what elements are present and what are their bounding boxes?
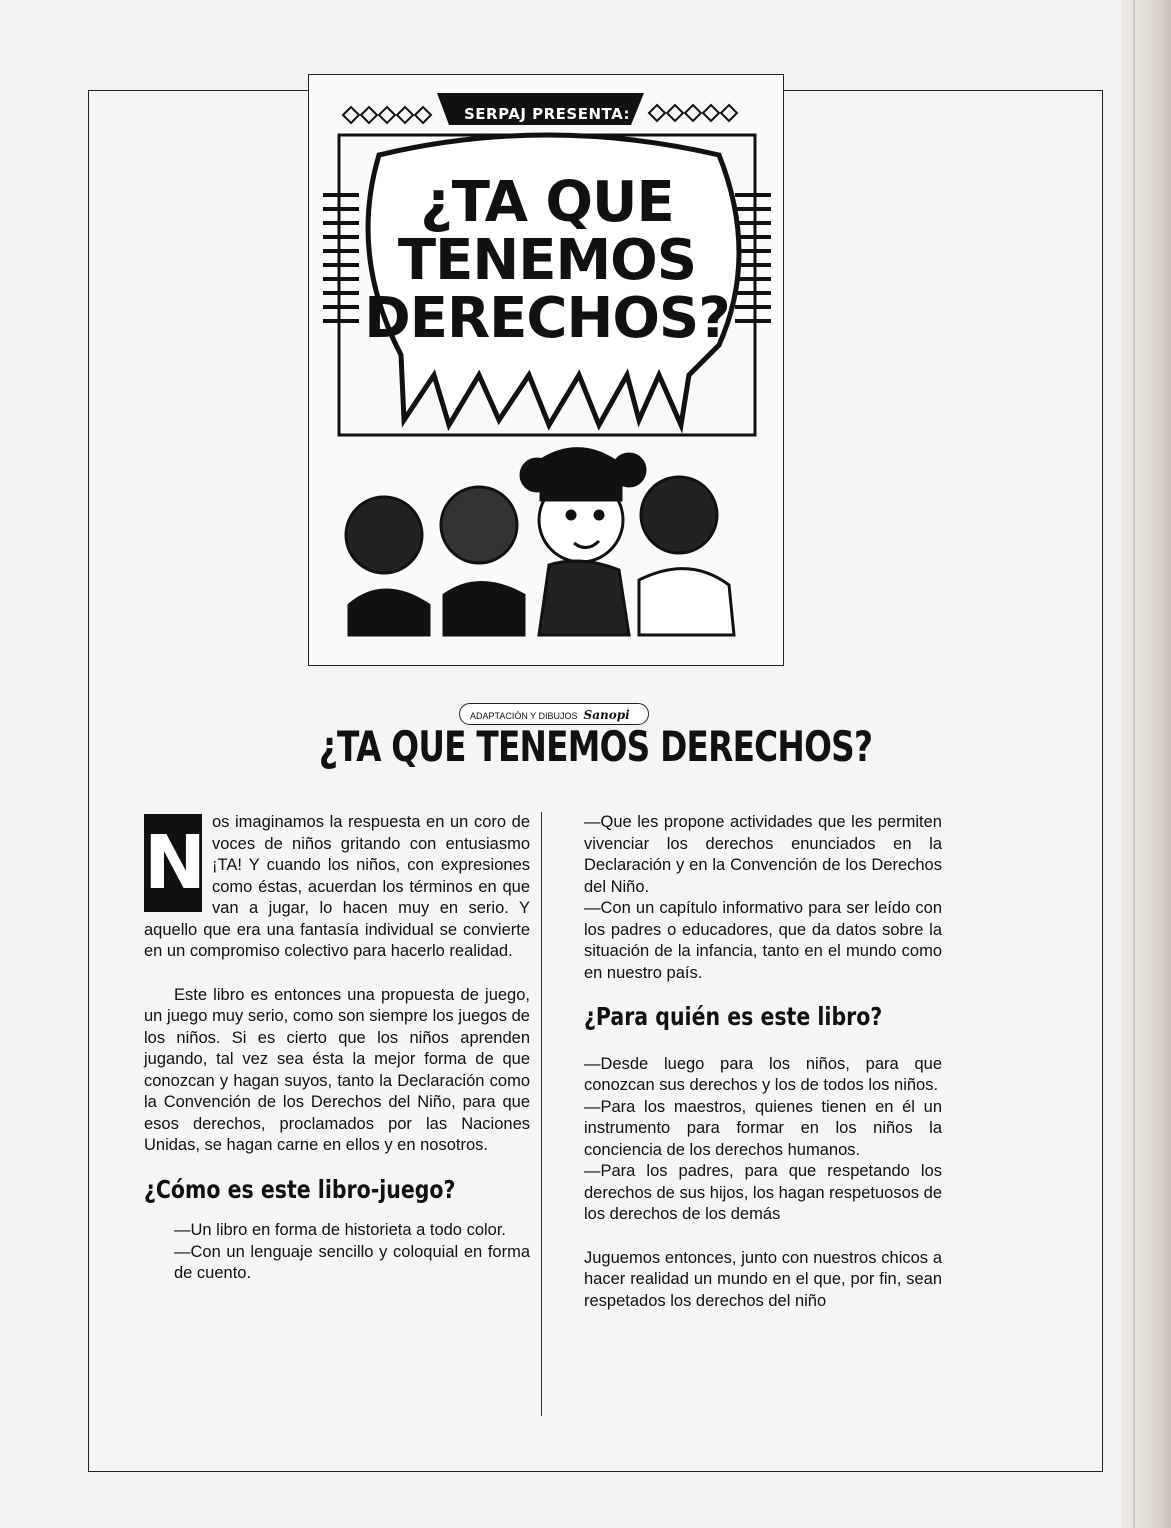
cover-title-line-2: TENEMOS bbox=[397, 228, 697, 293]
list-item: —Con un lenguaje sencillo y coloquial en forma de cuento. bbox=[174, 1242, 530, 1282]
page-edge-line bbox=[1133, 0, 1135, 1528]
cover-title-line-3: DERECHOS? bbox=[364, 286, 730, 351]
drop-cap: N bbox=[144, 814, 202, 912]
cover-signature: Sanopi bbox=[583, 708, 630, 722]
closing-paragraph: Juguemos entonces, junto con nuestros chicos a hacer realidad un mundo en el que, por fin, sean respetados los derechos del niño bbox=[584, 1248, 942, 1310]
cover-credit-text: ADAPTACIÓN Y DIBUJOS bbox=[470, 711, 578, 721]
cover-artwork bbox=[309, 75, 785, 667]
list-item: —Que les propone actividades que les permiten vivenciar los derechos enunciados en la Declaración y en la Convención de los Derechos del Niño. bbox=[584, 813, 942, 896]
cover-banner: SERPAJ PRESENTA: bbox=[464, 105, 630, 123]
list-item: —Desde luego para los niños, para que conozcan sus derechos y los de todos los niños. bbox=[584, 1054, 942, 1094]
article-title: ¿TA QUE TENEMOS DERECHOS? bbox=[318, 722, 873, 771]
intro-paragraph bbox=[144, 812, 530, 963]
section-1-list bbox=[144, 1220, 530, 1285]
cover-illustration bbox=[308, 74, 784, 722]
section-1-heading: ¿Cómo es este libro-juego? bbox=[144, 1174, 456, 1204]
list-item: —Para los padres, para que respetando los derechos de sus hijos, los hagan respetuosos de los derechos de los demás bbox=[584, 1162, 942, 1223]
left-column bbox=[144, 812, 530, 1285]
list-item: —Un libro en forma de historieta a todo color. bbox=[174, 1221, 507, 1239]
list-item: —Con un capítulo informativo para ser leído con los padres o educadores, que da datos sobre la situación de la infancia, tanto en el mundo como en nuestro país. bbox=[584, 899, 942, 982]
section-2-list bbox=[584, 1054, 942, 1226]
paragraph-2: Este libro es entonces una propuesta de juego, un juego muy serio, como son siempre los juegos de los niños. Si es cierto que los niños aprenden jugando, tal vez sea ésta la mejor forma de que conozcan y hagan suyos, tanto la Declaración como la Convención de los Derechos del Niño, para que esos derechos, proclamados por las Naciones Unidas, se hagan carne en ellos y en nosotros. bbox=[144, 985, 530, 1154]
column-divider bbox=[541, 812, 542, 1416]
cover-title-line-1: ¿TA QUE bbox=[420, 170, 674, 235]
page-edge bbox=[1121, 0, 1171, 1528]
right-column bbox=[584, 812, 942, 1312]
intro-text: os imaginamos la respuesta en un coro de voces de niños gritando con entusiasmo ¡TA! Y cuando los niños, con expresiones como éstas, acuerdan los términos en que van a jugar, lo hacen muy en serio. Y aquello que era una fantasía individual se convierte en un compromiso colectivo para hacerlo realidad. bbox=[144, 813, 530, 960]
list-item: —Para los maestros, quienes tienen en él un instrumento para formar en los niños la conciencia de los derechos humanos. bbox=[584, 1097, 942, 1159]
section-2-heading: ¿Para quién es este libro? bbox=[584, 1002, 883, 1031]
